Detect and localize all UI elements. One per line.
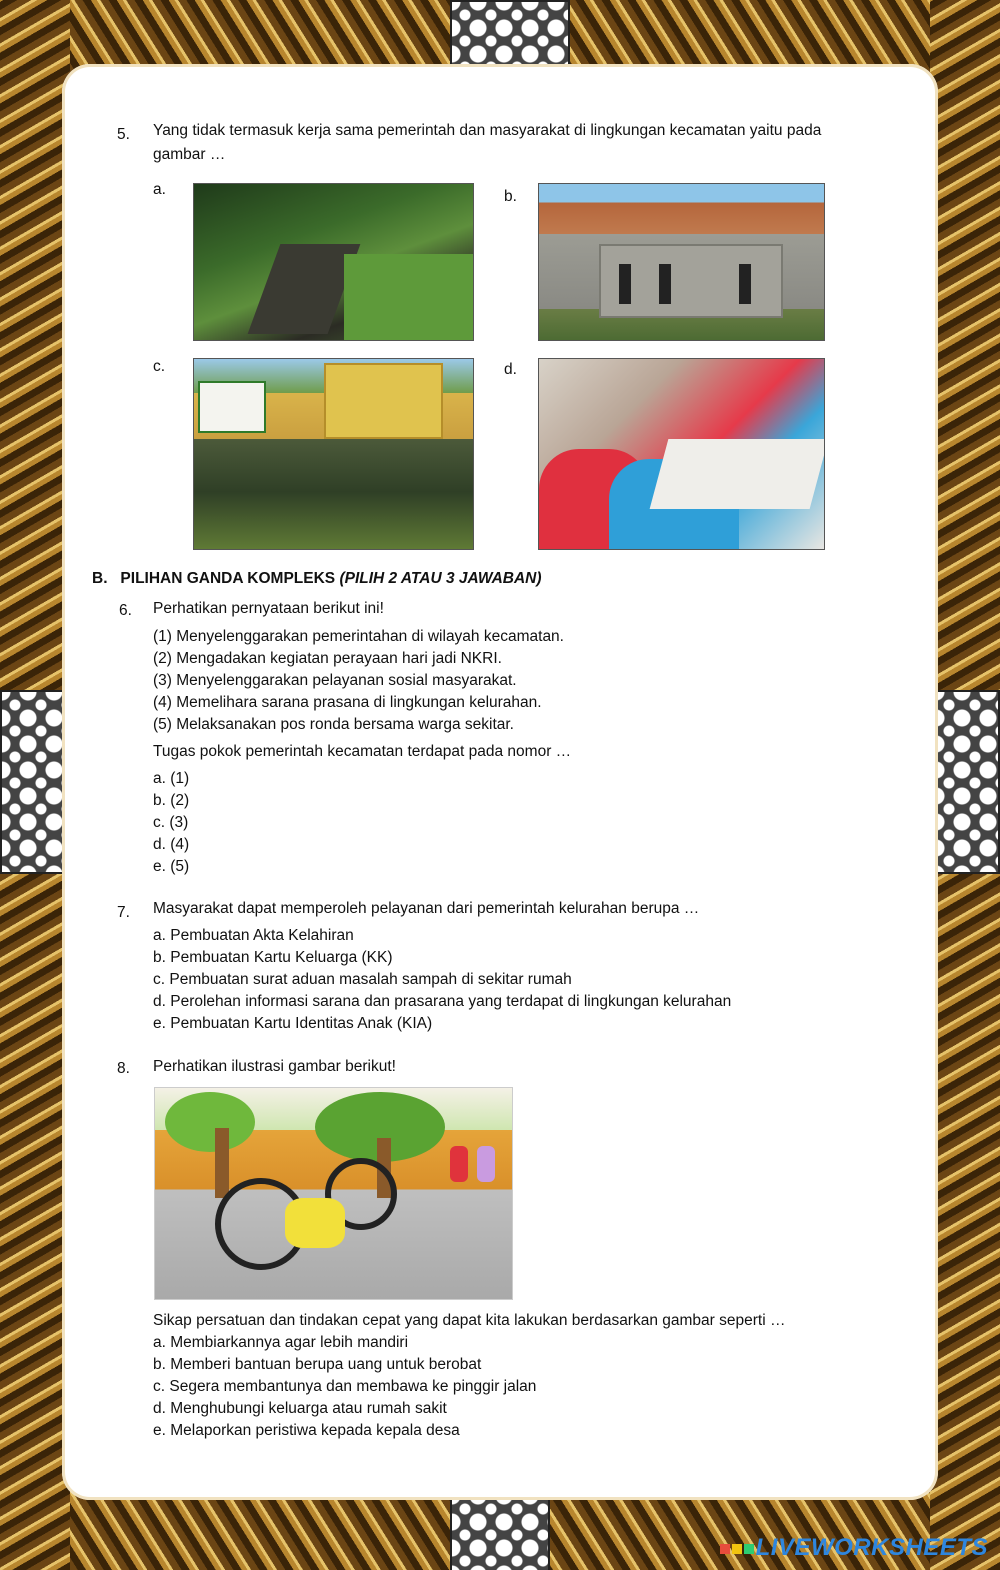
section-b-heading — [92, 568, 542, 590]
q7-option-d[interactable]: d. Perolehan informasi sarana dan prasarana yang terdapat di lingkungan kelurahan — [153, 993, 732, 1010]
q7-option-c[interactable]: c. Pembuatan surat aduan masalah sampah di sekitar rumah — [153, 971, 572, 988]
q8-number: 8. — [117, 1060, 130, 1077]
q5-number: 5. — [117, 126, 130, 143]
q7-option-b[interactable]: b. Pembuatan Kartu Keluarga (KK) — [153, 949, 393, 966]
q6-statement-5: (5) Melaksanakan pos ronda bersama warga sekitar. — [153, 716, 514, 733]
q6-option-d[interactable]: d. (4) — [153, 836, 190, 853]
q8-illustration-bicycle-accident[interactable] — [154, 1087, 513, 1300]
q8-option-b[interactable]: b. Memberi bantuan berupa uang untuk berobat — [153, 1356, 482, 1373]
q5-photo-tree-planting[interactable] — [193, 358, 474, 550]
logo-text: LIVEWORKSHEETS — [755, 1534, 988, 1561]
section-b-title: PILIHAN GANDA KOMPLEKS — [120, 570, 336, 587]
q8-prompt: Sikap persatuan dan tindakan cepat yang dapat kita lakukan berdasarkan gambar seperti … — [153, 1312, 786, 1329]
q6-statement-list — [153, 626, 564, 736]
q5-photo-river-cleanup[interactable] — [193, 183, 474, 341]
q8-option-list — [153, 1332, 536, 1442]
q7-text: Masyarakat dapat memperoleh pelayanan dari pemerintah kelurahan berupa … — [153, 900, 700, 917]
q8-option-e[interactable]: e. Melaporkan peristiwa kepada kepala desa — [153, 1422, 460, 1439]
q8-text: Perhatikan ilustrasi gambar berikut! — [153, 1058, 396, 1075]
q5-photo-house-construction[interactable] — [538, 183, 825, 341]
q7-option-a[interactable]: a. Pembuatan Akta Kelahiran — [153, 927, 354, 944]
q5-option-a-label: a. — [153, 181, 166, 198]
q6-statement-1: (1) Menyelenggarakan pemerintahan di wilayah kecamatan. — [153, 628, 564, 645]
q7-option-list — [153, 925, 731, 1035]
q5-option-d-label: d. — [504, 361, 517, 378]
q6-text: Perhatikan pernyataan berikut ini! — [153, 600, 384, 617]
q7-option-e[interactable]: e. Pembuatan Kartu Identitas Anak (KIA) — [153, 1015, 433, 1032]
q5-option-b-label: b. — [504, 188, 517, 205]
liveworksheets-logo — [720, 1534, 988, 1562]
q8-option-a[interactable]: a. Membiarkannya agar lebih mandiri — [153, 1334, 409, 1351]
q6-option-a[interactable]: a. (1) — [153, 770, 190, 787]
q6-option-e[interactable]: e. (5) — [153, 858, 190, 875]
q6-option-b[interactable]: b. (2) — [153, 792, 190, 809]
q7-number: 7. — [117, 904, 130, 921]
q6-statement-2: (2) Mengadakan kegiatan perayaan hari jadi NKRI. — [153, 650, 502, 667]
q6-prompt: Tugas pokok pemerintah kecamatan terdapat pada nomor … — [153, 743, 572, 760]
q6-option-list — [153, 768, 189, 878]
q5-option-c-label: c. — [153, 358, 166, 375]
q6-option-c[interactable]: c. (3) — [153, 814, 189, 831]
q6-statement-4: (4) Memelihara sarana prasana di lingkungan kelurahan. — [153, 694, 542, 711]
section-b-subtitle: (PILIH 2 ATAU 3 JAWABAN) — [339, 570, 542, 587]
q8-option-d[interactable]: d. Menghubungi keluarga atau rumah sakit — [153, 1400, 447, 1417]
q6-statement-3: (3) Menyelenggarakan pelayanan sosial masyarakat. — [153, 672, 517, 689]
q6-number: 6. — [119, 602, 132, 619]
q5-text-line2: gambar … — [153, 146, 226, 163]
q5-text-line1: Yang tidak termasuk kerja sama pemerintah dan masyarakat di lingkungan kecamatan yaitu pada — [153, 122, 822, 139]
section-b-label: B. — [92, 570, 108, 587]
logo-squares-icon — [720, 1534, 756, 1561]
q8-option-c[interactable]: c. Segera membantunya dan membawa ke pinggir jalan — [153, 1378, 537, 1395]
q5-photo-office-service[interactable] — [538, 358, 825, 550]
